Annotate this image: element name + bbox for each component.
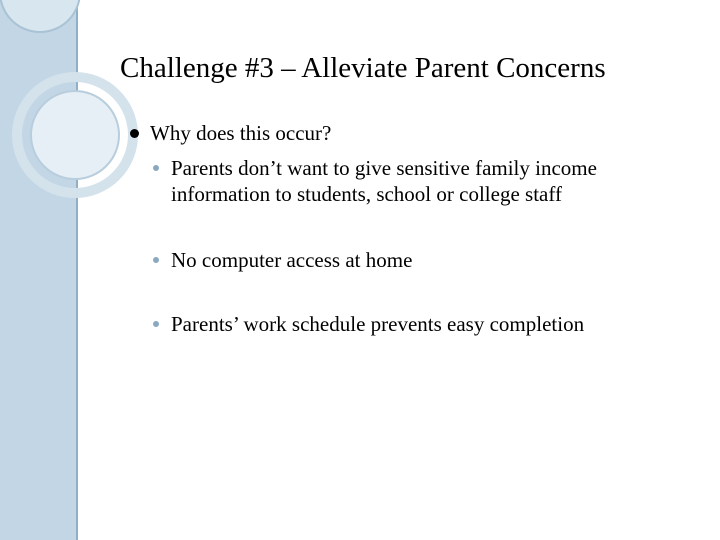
bullet-why-does-this-occur — [130, 120, 690, 146]
subbullet-text: Parents don’t want to give sensitive family income information to students, school or college staff — [171, 156, 597, 206]
slide-title: Challenge #3 – Alleviate Parent Concerns — [120, 52, 606, 84]
subbullet-marker-icon — [153, 257, 159, 263]
decor-circle-ring-inner — [31, 91, 119, 179]
subbullet-no-computer — [153, 247, 683, 273]
subbullet-text: Parents’ work schedule prevents easy completion — [171, 312, 585, 336]
subbullet-marker-icon — [153, 165, 159, 171]
subbullet-text: No computer access at home — [171, 248, 413, 272]
subbullet-sensitive-income — [153, 155, 683, 207]
bullet-text: Why does this occur? — [150, 121, 332, 145]
subbullet-marker-icon — [153, 321, 159, 327]
decor-circle-top — [0, 0, 80, 32]
decorative-circles — [0, 0, 150, 220]
bullet-marker-icon — [130, 129, 139, 138]
subbullet-work-schedule — [153, 311, 683, 337]
